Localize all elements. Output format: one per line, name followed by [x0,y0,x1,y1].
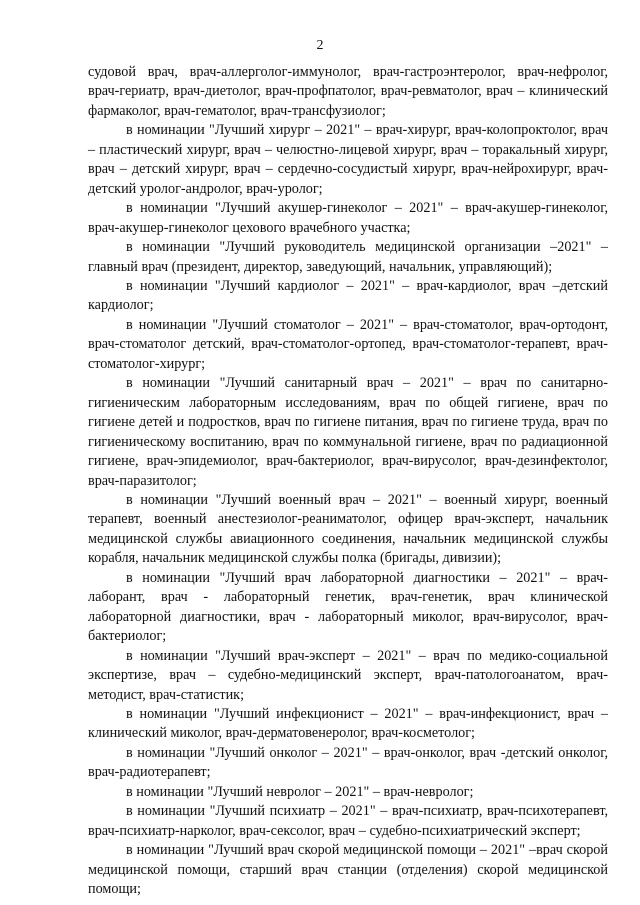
paragraph: в номинации "Лучший кардиолог – 2021" – врач-кардиолог, врач –детский кардиолог; [88,277,608,314]
paragraph: в номинации "Лучший хирург – 2021" – врач-хирург, врач-колопроктолог, врач – пластический хирург, врач – челюстно-лицевой хирург, врач – торакальный хирург, врач – детский хирург, врач – сердечно-сосудистый хирург, врач-нейрохирург, врач-детский уролог-андролог, врач-уролог; [88,122,608,197]
paragraph: судовой врач, врач-аллерголог-иммунолог, врач-гастроэнтеролог, врач-нефролог, врач-гериатр, врач-диетолог, врач-профпатолог, врач-ревматолог, врач – клинический фармаколог, врач-гематолог, врач-трансфузиолог; [88,64,608,119]
paragraph: в номинации "Лучший врач лабораторной диагностики – 2021" – врач-лаборант, врач - лабораторный генетик, врач-генетик, врач клинической лабораторной диагностики, врач - лабораторный миколог, врач-вирусолог, врач-бактериолог; [88,569,608,645]
paragraph: в номинации "Лучший невролог – 2021" – врач-невролог; [126,783,474,800]
paragraph: в номинации "Лучший стоматолог – 2021" – врач-стоматолог, врач-ортодонт, врач-стоматолог детский, врач-стоматолог-ортопед, врач-стоматолог-терапевт, врач-стоматолог-хирург; [88,316,608,372]
paragraph: в номинации "Лучший инфекционист – 2021" – врач-инфекционист, врач – клинический миколог, врач-дерматовенеролог, врач-косметолог; [88,705,608,742]
paragraph: в номинации "Лучший военный врач – 2021" – военный хирург, военный терапевт, военный анестезиолог-реаниматолог, офицер врач-эксперт, начальник медицинской службы авиационного соединения, начальник медицинской службы корабля, начальник медицинской службы полка (бригады, дивизии); [88,491,608,567]
paragraph: в номинации "Лучший врач-эксперт – 2021" – врач по медико-социальной экспертизе, врач – судебно-медицинский эксперт, врач-патологоанатом, врач-методист, врач-статистик; [88,647,608,703]
paragraph: в номинации "Лучший акушер-гинеколог – 2021" – врач-акушер-гинеколог, врач-акушер-гинеколог цехового врачебного участка; [88,200,608,236]
paragraph: в номинации "Лучший психиатр – 2021" – врач-психиатр, врач-психотерапевт, врач-психиатр-нарколог, врач-сексолог, врач – судебно-психиатрический эксперт; [88,803,608,839]
paragraph: в номинации "Лучший руководитель медицинской организации –2021" – главный врач (президент, директор, заведующий, начальник, управляющий); [88,239,608,275]
paragraph: в номинации "Лучший санитарный врач – 2021" – врач по санитарно-гигиеническим лабораторным исследованиям, врач по общей гигиене, врач по гигиене детей и подростков, врач по гигиене питания, врач по гигиене труда, врач по гигиеническому воспитанию, врач по коммунальной гигиене, врач по радиационной гигиене, врач-эпидемиолог, врач-бактериолог, врач-вирусолог, врач-дезинфектолог, врач-паразитолог; [88,375,608,489]
document-body [88,63,608,899]
page-number: 2 [316,38,324,53]
paragraph: в номинации "Лучший врач скорой медицинской помощи – 2021" –врач скорой медицинской помощи, старший врач станции (отделения) скорой медицинской помощи; [88,842,608,898]
paragraph: в номинации "Лучший онколог – 2021" – врач-онколог, врач -детский онколог, врач-радиотерапевт; [88,744,608,781]
